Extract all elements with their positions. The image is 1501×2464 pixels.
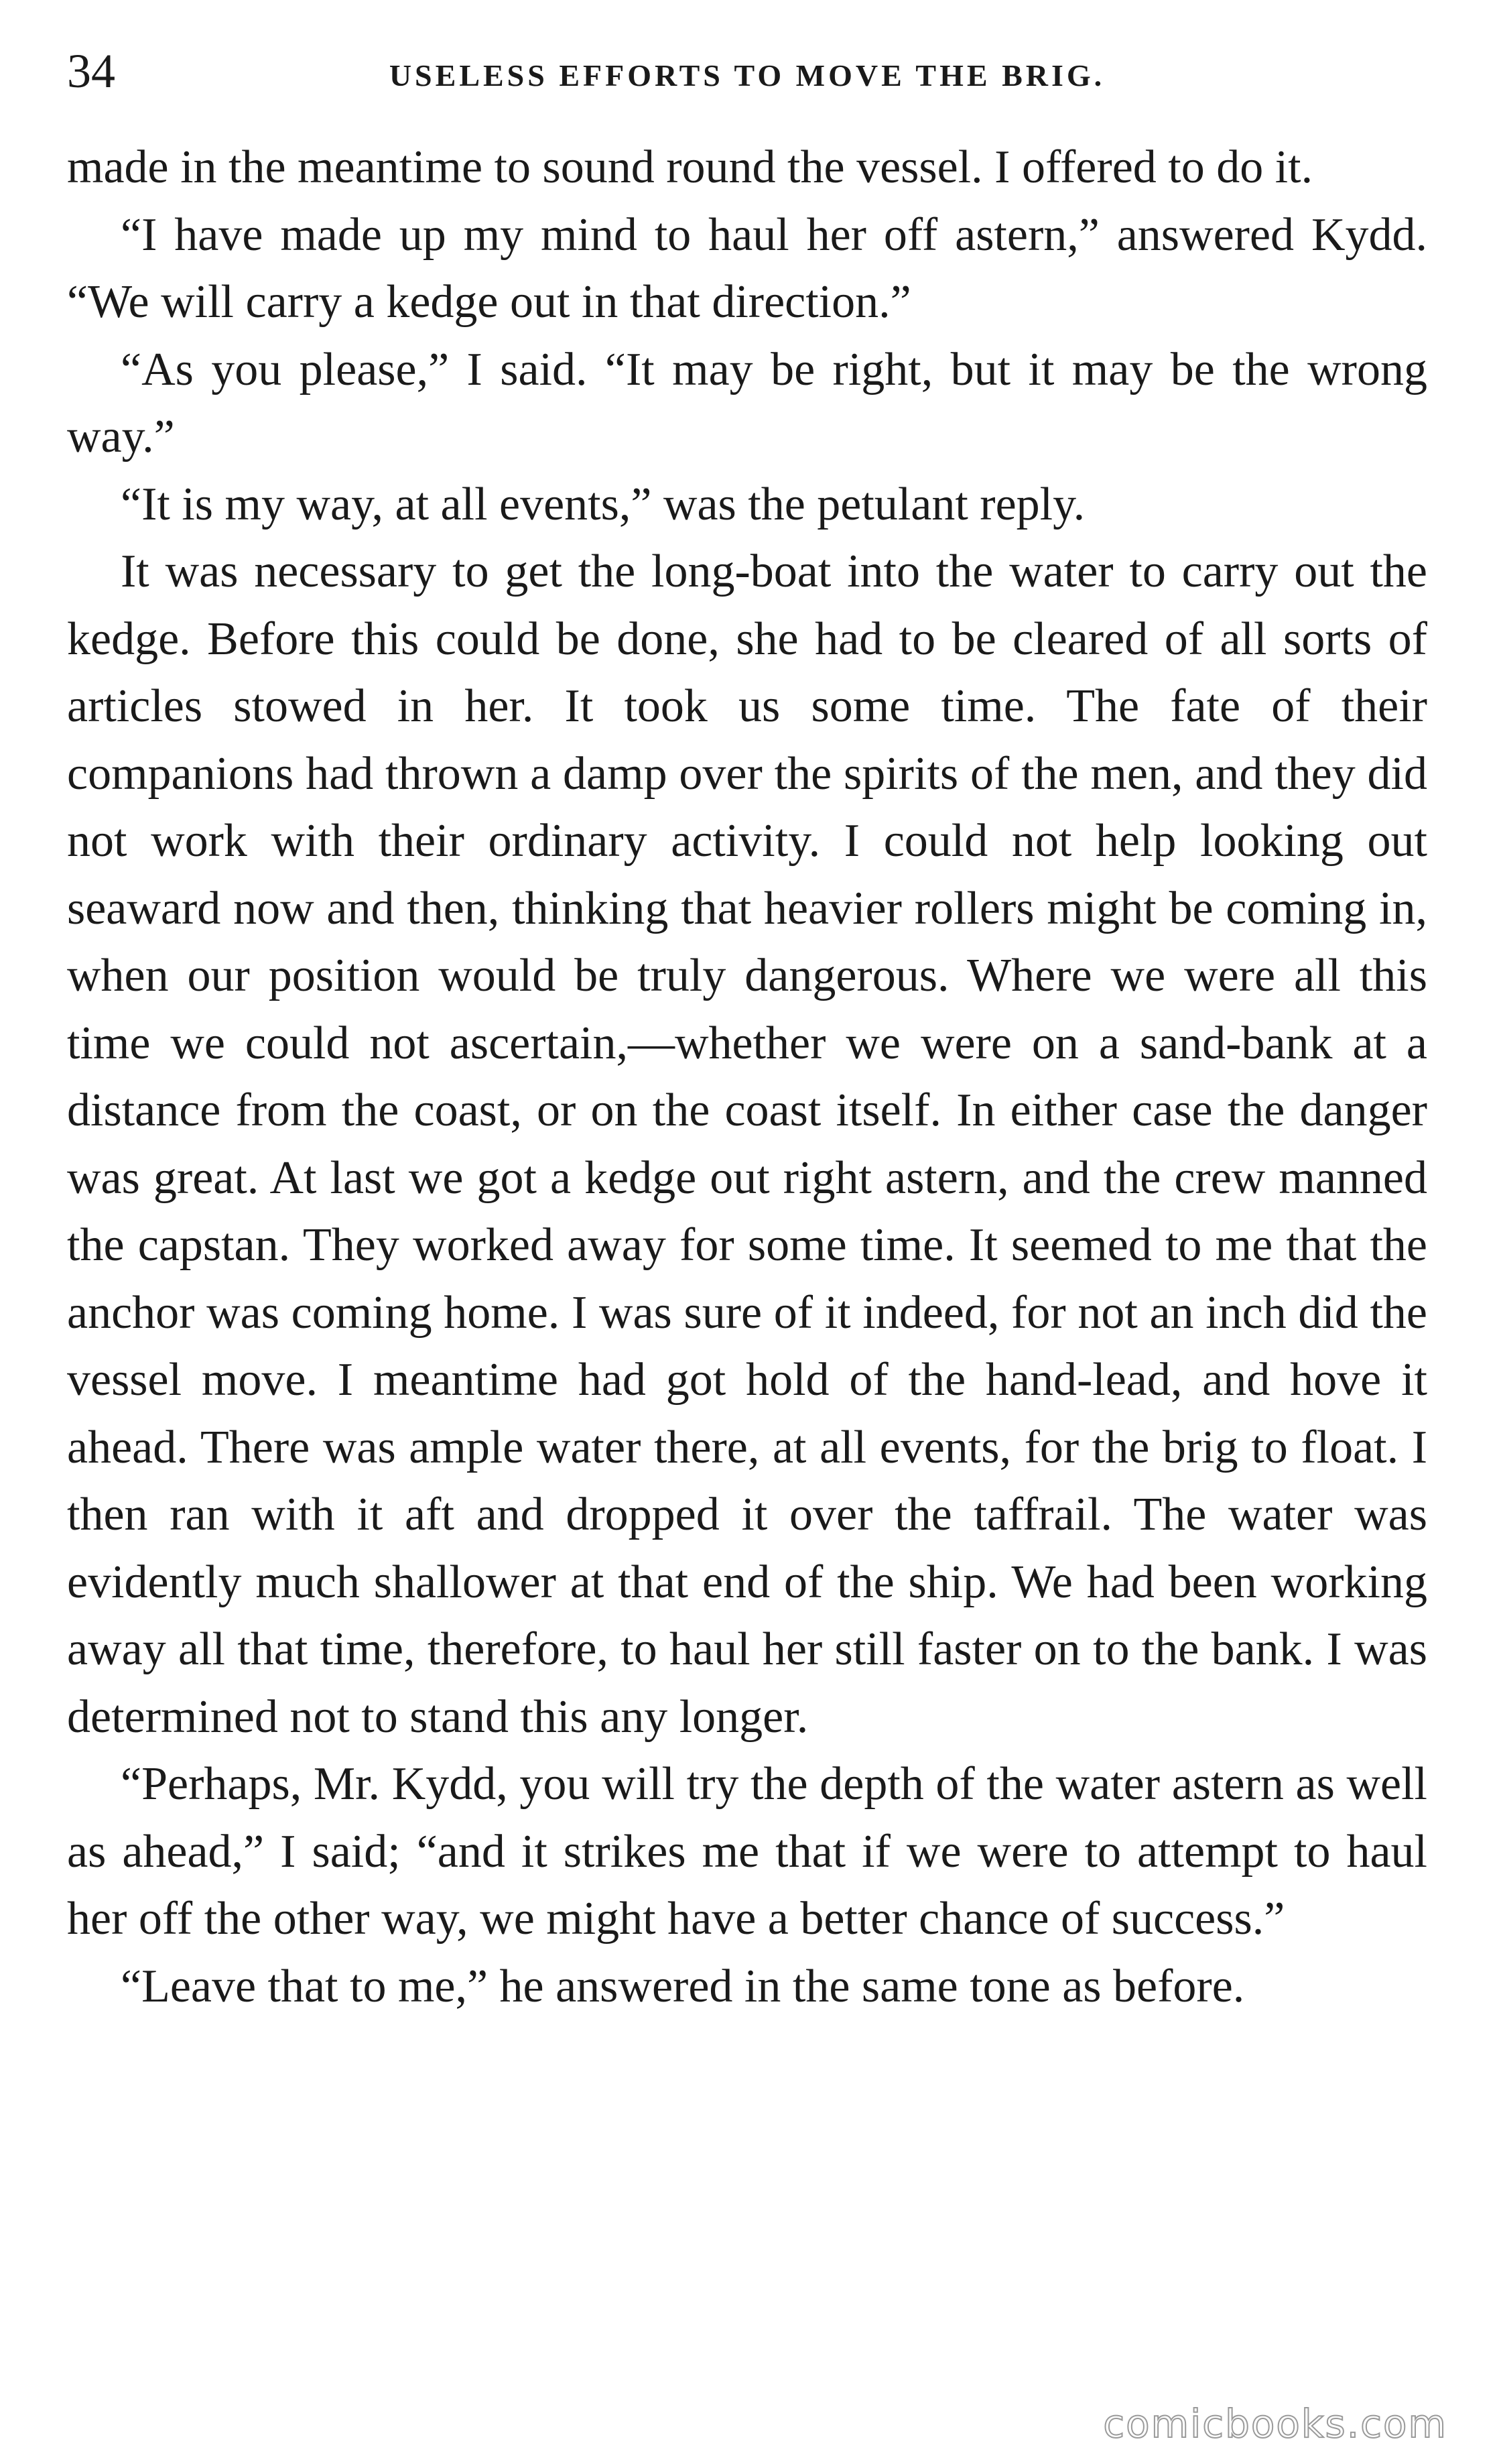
page-number: 34 [67,44,115,98]
paragraph-as-you-please: “As you please,” I said. “It may be right, but it may be the wrong way.” [67,343,1427,463]
paragraph-petulant-reply: “It is my way, at all events,” was the petulant reply. [121,478,1086,530]
paragraph-leave-that-to-me: “Leave that to me,” he answered in the same tone as before. [121,1960,1245,2012]
body-text [67,134,1427,2020]
paragraph-long-boat: It was necessary to get the long-boat into the water to carry out the kedge. Before this could be done, she had to be cleared of all sorts of articles stowed in her. It took us some time. The fate of their companions had thrown a damp over the spirits of the men, and they did not work with their ordinary activity. I could not help looking out seaward now and then, thinking that heavier rollers might be coming in, when our position would be truly dangerous. Where we were all this time we could not ascertain,—whether we were on a sand-bank at a distance from the coast, or on the coast itself. In either case the danger was great. At last we got a kedge out right astern, and the crew manned the capstan. They worked away for some time. It seemed to me that the anchor was coming home. I was sure of it indeed, for not an inch did the vessel move. I meantime had got hold of the hand-lead, and hove it ahead. There was ample water there, at all events, for the brig to float. I then ran with it aft and dropped it over the taffrail. The water was evidently much shallower at that end of the ship. We had been working away all that time, therefore, to haul her still faster on to the bank. I was determined not to stand this any longer. [67,546,1427,1743]
paragraph-perhaps-mr-kydd: “Perhaps, Mr. Kydd, you will try the depth of the water astern as well as ahead,” I said; “and it strikes me that if we were to attempt to haul her off the other way, we might have a better chance of success.” [67,1758,1427,1945]
watermark: comicbooks.com [1103,2401,1447,2447]
paragraph-continuation: made in the meantime to sound round the vessel. I offered to do it. [67,141,1313,193]
book-page [67,44,1427,2426]
page-header [67,44,1427,127]
running-head: USELESS EFFORTS TO MOVE THE BRIG. [389,58,1106,93]
paragraph-kydd-astern: “I have made up my mind to haul her off astern,” answered Kydd. “We will carry a kedge out in that direction.” [67,208,1427,328]
